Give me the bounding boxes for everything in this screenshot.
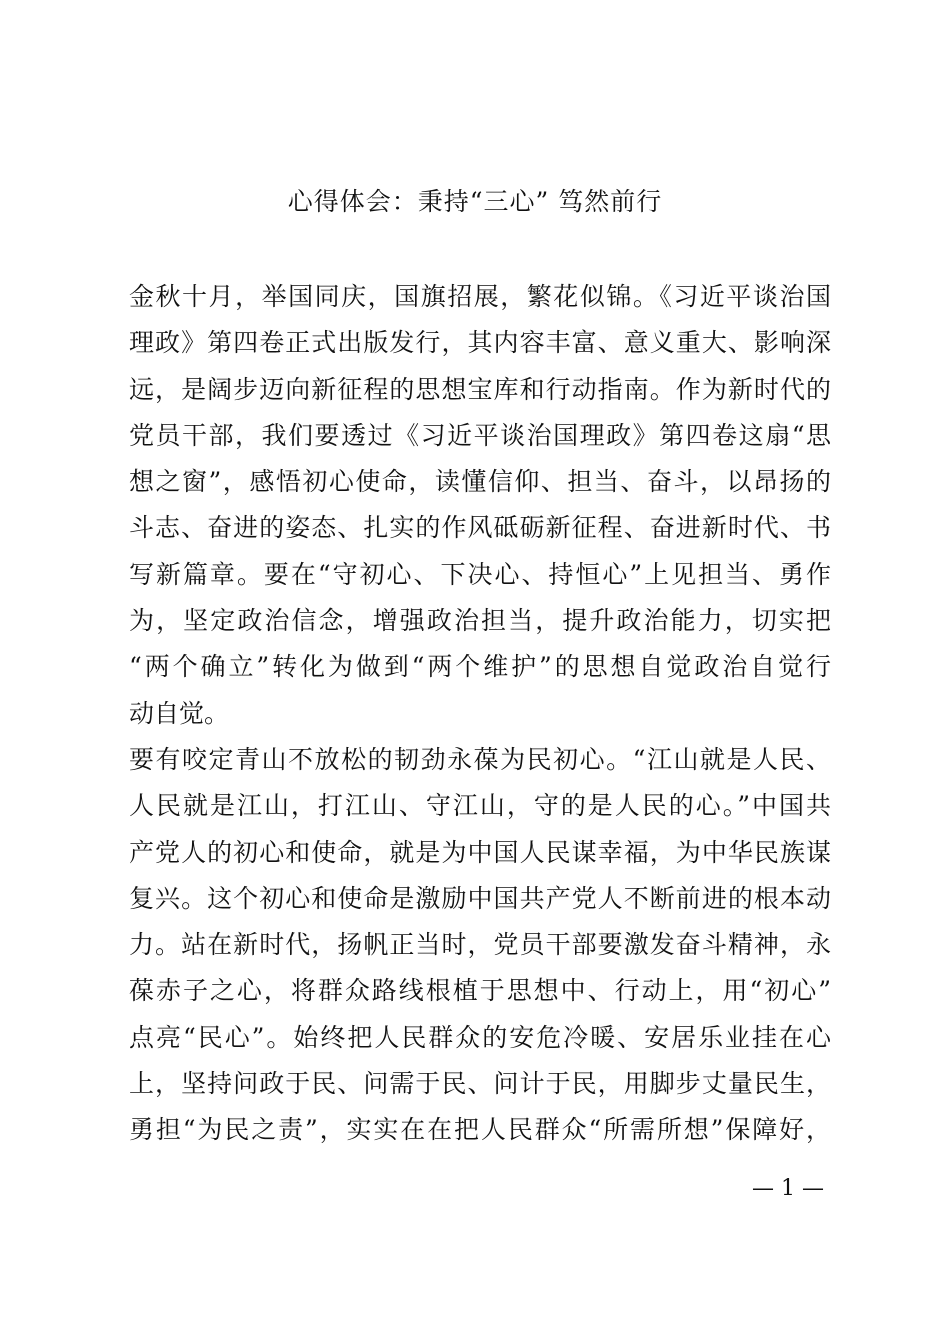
text-line: 点亮“民心”。始终把人民群众的安危冷暖、安居乐业挂在心: [129, 1022, 831, 1052]
text-line: 为，坚定政治信念，增强政治担当，提升政治能力，切实把: [129, 606, 831, 636]
text-line: 写新篇章。要在“守初心、下决心、持恒心”上见担当、勇作: [129, 559, 831, 589]
document-title: 心得体会：秉持“三心” 笃然前行: [287, 187, 663, 216]
text-line: 理政》第四卷正式出版发行，其内容丰富、意义重大、影响深: [129, 328, 831, 358]
text-line: “两个确立”转化为做到“两个维护”的思想自觉政治自觉行: [129, 652, 831, 682]
text-line: 动自觉。: [129, 698, 230, 728]
page-number: — 1 —: [752, 1176, 824, 1201]
document-body: [129, 274, 831, 1154]
text-line: 上，坚持问政于民、问需于民、问计于民，用脚步丈量民生，: [129, 1069, 831, 1099]
text-line: 复兴。这个初心和使命是激励中国共产党人不断前进的根本动: [129, 883, 831, 913]
text-line: 金秋十月，举国同庆，国旗招展，繁花似锦。《习近平谈治国: [129, 282, 831, 311]
text-line: 勇担“为民之责”，实实在在把人民群众“所需所想”保障好，: [129, 1115, 831, 1145]
text-line: 葆赤子之心，将群众路线根植于思想中、行动上，用“初心”: [129, 976, 831, 1006]
text-line: 斗志、奋进的姿态、扎实的作风砥砺新征程、奋进新时代、书: [129, 513, 831, 543]
text-line: 想之窗”，感悟初心使命，读懂信仰、担当、奋斗，以昂扬的: [129, 467, 831, 497]
text-line: 党员干部，我们要透过《习近平谈治国理政》第四卷这扇“思: [129, 420, 831, 450]
text-line: 远，是阔步迈向新征程的思想宝库和行动指南。作为新时代的: [129, 374, 831, 404]
paragraph-2: [129, 737, 831, 1154]
text-line: 力。站在新时代，扬帆正当时，党员干部要激发奋斗精神，永: [129, 930, 831, 960]
text-line: 人民就是江山，打江山、守江山，守的是人民的心。”中国共: [129, 791, 831, 821]
text-line: 要有咬定青山不放松的韧劲永葆为民初心。“江山就是人民、: [129, 744, 831, 774]
text-line: 产党人的初心和使命，就是为中国人民谋幸福，为中华民族谋: [129, 837, 831, 867]
paragraph-1: [129, 274, 831, 737]
